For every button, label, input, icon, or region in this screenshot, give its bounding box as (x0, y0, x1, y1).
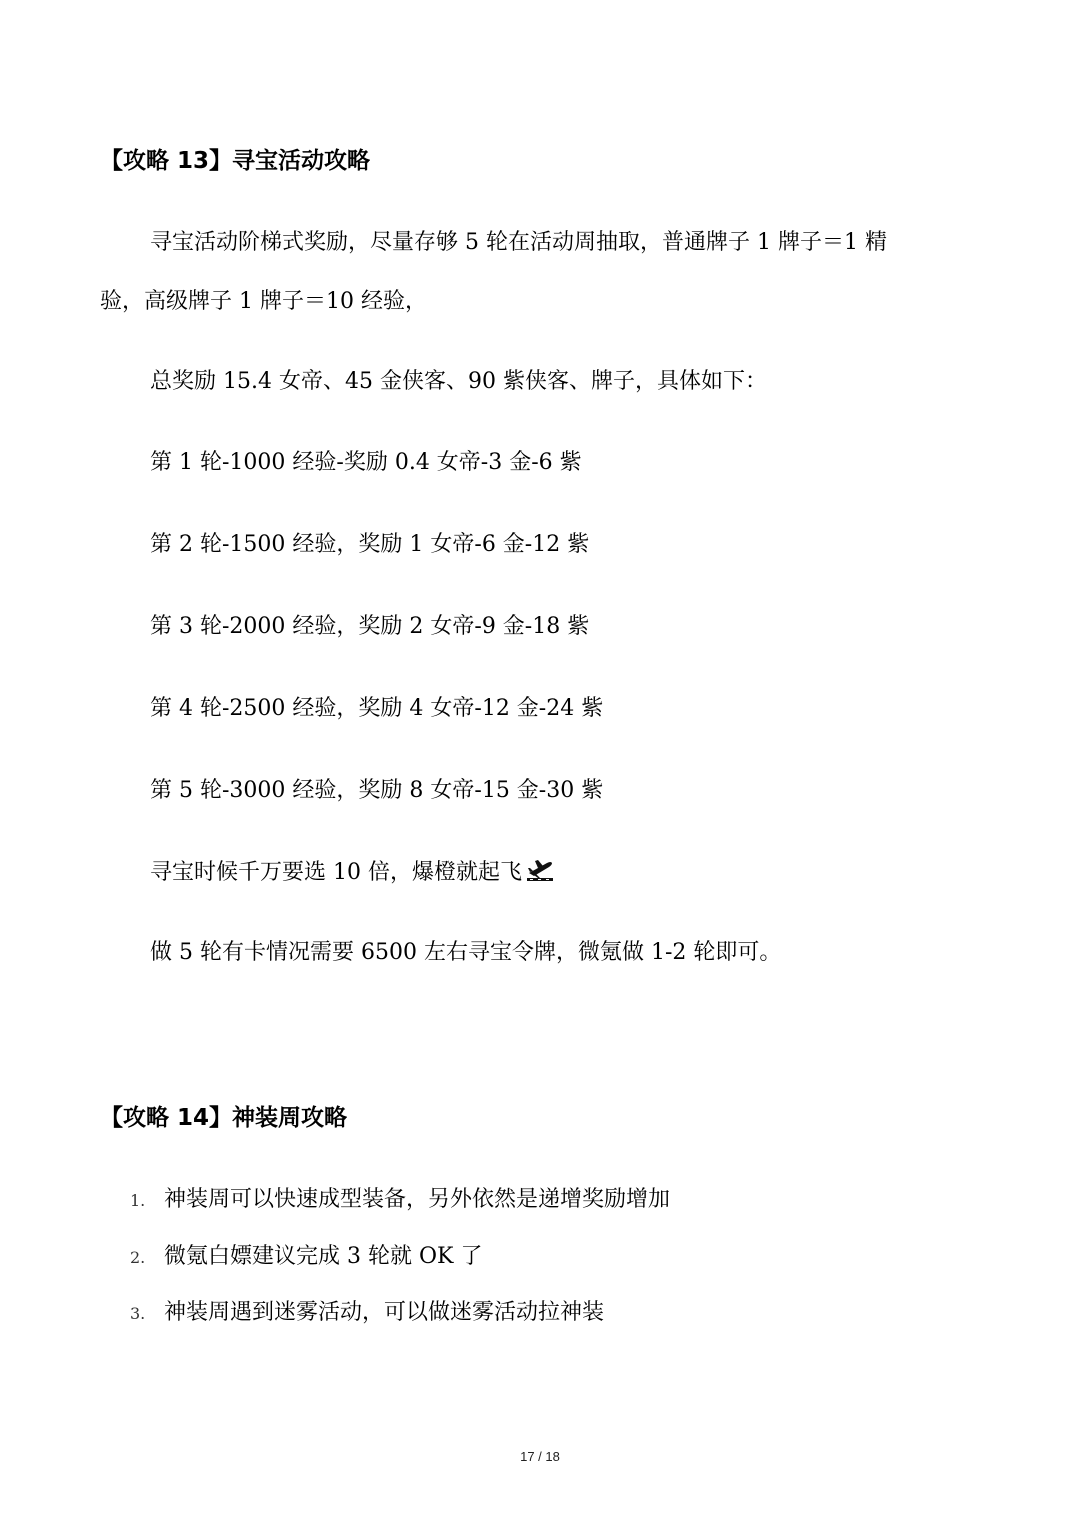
list-item (130, 1185, 670, 1216)
round-3-line: 第 3 轮-2000 经验，奖励 2 女帝-9 金-18 紫 (150, 614, 590, 639)
round-1-line: 第 1 轮-1000 经验-奖励 0.4 女帝-3 金-6 紫 (150, 450, 582, 475)
round-4-line: 第 4 轮-2500 经验，奖励 4 女帝-12 金-24 紫 (150, 696, 604, 721)
section-13-total-reward: 总奖励 15.4 女帝、45 金侠客、90 紫侠客、牌子，具体如下： (150, 369, 767, 394)
round-5-line: 第 5 轮-3000 经验，奖励 8 女帝-15 金-30 紫 (150, 778, 604, 803)
list-item-number: 3. (130, 1304, 146, 1323)
section-13-note: 做 5 轮有卡情况需要 6500 左右寻宝令牌，微氪做 1-2 轮即可。 (150, 940, 782, 965)
list-item (130, 1242, 482, 1273)
list-item-text: 神装周可以快速成型装备，另外依然是递增奖励增加 (164, 1187, 671, 1212)
list-item-text: 神装周遇到迷雾活动，可以做迷雾活动拉神装 (164, 1300, 605, 1325)
list-item-text: 微氪白嫖建议完成 3 轮就 OK 了 (164, 1244, 483, 1269)
section-13-intro-line-2: 验，高级牌子 1 牌子＝10 经验， (100, 289, 427, 314)
tip-text: 寻宝时候千万要选 10 倍，爆橙就起飞 (150, 860, 522, 885)
airplane-takeoff-icon (526, 857, 554, 892)
page-number: 17 / 18 (520, 1449, 560, 1464)
section-13-heading: 【攻略 13】寻宝活动攻略 (100, 148, 371, 174)
section-13-intro-line-1: 寻宝活动阶梯式奖励，尽量存够 5 轮在活动周抽取，普通牌子 1 牌子＝1 精 (150, 230, 887, 255)
section-13-tip (150, 857, 554, 892)
list-item (130, 1298, 604, 1329)
list-item-number: 1. (130, 1191, 146, 1210)
section-14-heading: 【攻略 14】神装周攻略 (100, 1105, 348, 1131)
round-2-line: 第 2 轮-1500 经验，奖励 1 女帝-6 金-12 紫 (150, 532, 590, 557)
list-item-number: 2. (130, 1248, 146, 1267)
